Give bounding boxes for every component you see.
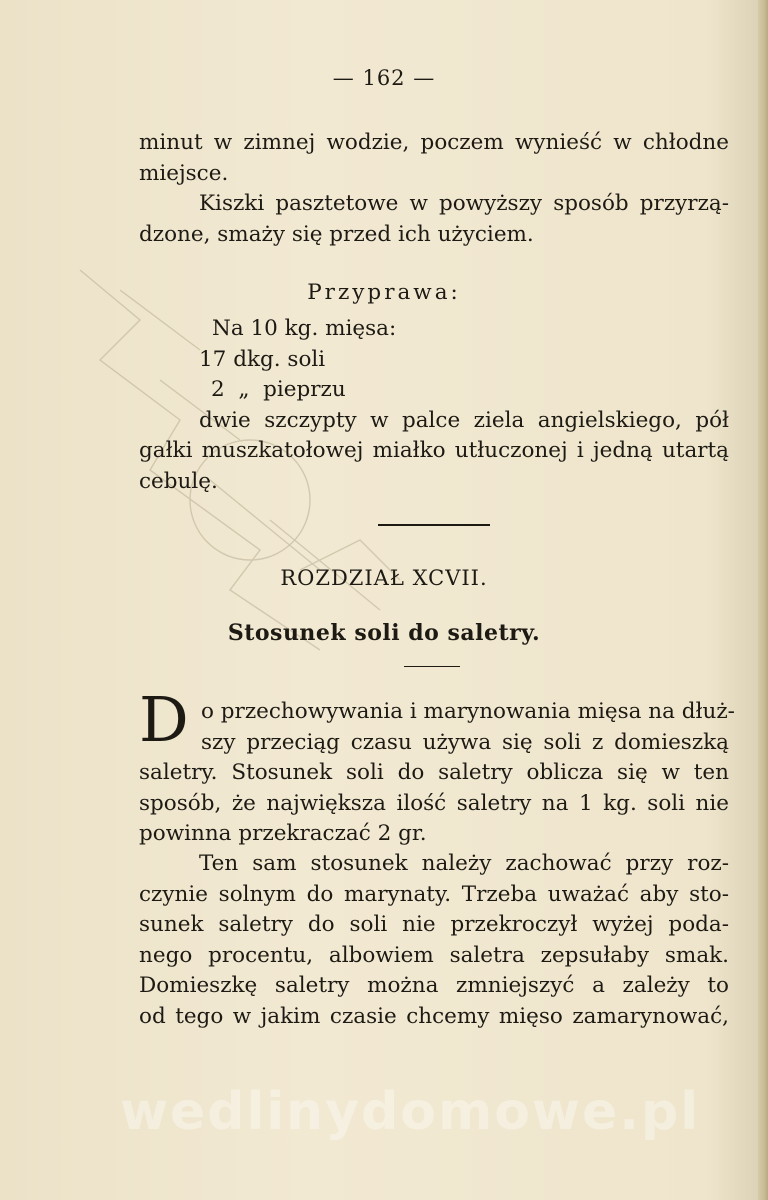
seasoning-heading: Przyprawa: (307, 280, 461, 305)
text-line: saletry. Stosunek soli do saletry oblicza się w ten (139, 760, 729, 785)
body-paragraph-1 (139, 697, 735, 850)
opening-paragraph (139, 128, 729, 189)
text-line: od tego w jakim czasie chcemy mięso zamarynować, (139, 1003, 729, 1029)
text-line: sunek saletry do soli nie przekroczył wyżej poda- (139, 912, 729, 937)
drop-cap: D (139, 683, 189, 756)
text-line: Ten sam stosunek należy zachować przy roz- (199, 851, 729, 876)
text-line: o przechowywania i marynowania mięsa na dłuż- (201, 699, 735, 724)
text-line: miejsce. (139, 160, 229, 186)
second-paragraph (139, 189, 729, 250)
recipe-line: 2 „ pieprzu (211, 377, 346, 402)
text-line: Domieszkę saletry można zmniejszyć a zależy to (139, 973, 729, 998)
recipe-line: gałki muszkatołowej miałko utłuczonej i jedną utartą (139, 438, 729, 463)
recipe-line: Na 10 kg. mięsa: (212, 316, 397, 341)
body-paragraph-2 (139, 849, 729, 1032)
recipe-line: cebulę. (139, 468, 218, 494)
text-line: szy przeciąg czasu używa się soli z domieszką (201, 729, 729, 755)
text-line: dzone, smaży się przed ich użyciem. (139, 221, 534, 247)
text-line: Kiszki pasztetowe w powyższy sposób przyrzą- (199, 191, 729, 216)
chapter-title: Stosunek soli do saletry. (227, 620, 541, 646)
page-number: — 162 — (332, 66, 436, 90)
text-line: powinna przekraczać 2 gr. (139, 821, 427, 846)
text-line: nego procentu, albowiem saletra zepsułaby smak. (139, 942, 729, 968)
recipe-line: 17 dkg. soli (199, 346, 326, 372)
watermark: wedlinydomowe.pl (119, 1082, 701, 1142)
text-line: sposób, że największa ilość saletry na 1 kg. soli nie (139, 790, 729, 816)
recipe-line: dwie szczypty w palce ziela angielskiego, pół (199, 407, 729, 433)
section-divider (378, 524, 490, 526)
title-divider (404, 666, 460, 667)
page-edge (758, 0, 768, 1200)
text-line: czynie solnym do marynaty. Trzeba uważać aby sto- (139, 881, 729, 907)
chapter-label: ROZDZIAŁ XCVII. (280, 566, 488, 590)
text-line: minut w zimnej wodzie, poczem wynieść w chłodne (139, 130, 729, 155)
seasoning-list (139, 314, 729, 497)
